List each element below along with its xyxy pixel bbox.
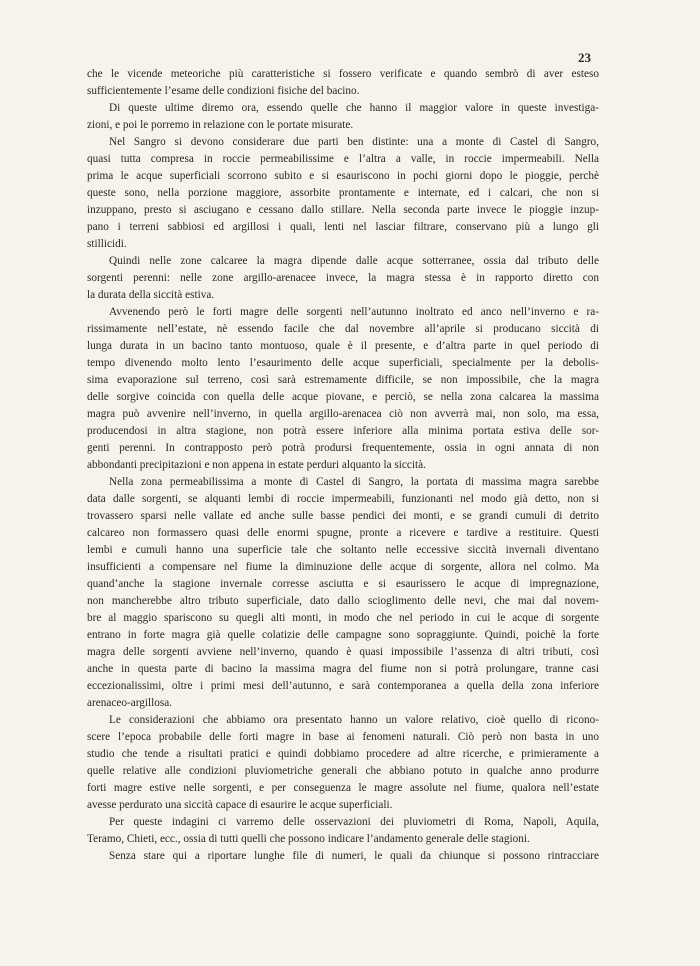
text-line: quelle relative alle condizioni pluviometriche generali che abbiano potuto in qualche anno produrre (87, 765, 599, 777)
text-line: Nella zona permeabilissima a monte di Castel di Sangro, la portata di massima magra sarebbe (109, 476, 599, 488)
text-line: producendosi in altra stagione, non potrà essere inferiore alla minima portata estiva delle sor- (87, 425, 599, 437)
text-line: che le vicende meteoriche più caratteristiche si fossero verificate e quando sembrò di aver esteso (87, 68, 599, 80)
text-line: lembi e cumuli hanno una superficie tale che soltanto nelle eccessive siccità invernali diventano (87, 544, 599, 556)
paragraph (87, 134, 599, 253)
text-line: Le considerazioni che abbiamo ora presentato hanno un valore relativo, cioè quello di ricono- (109, 714, 599, 726)
text-line: anche in questa parte di bacino la massima magra del fiume non si potrà prolungare, tranne casi (87, 663, 599, 675)
paragraph (87, 253, 599, 304)
text-line: insufficienti a compensare nel fiume la diminuzione delle acque di sorgente, allora nel colmo. Ma (87, 561, 599, 573)
paragraph (87, 474, 599, 712)
text-line: Avvenendo però le forti magre delle sorgenti nell’autunno inoltrato ed anco nell’inverno e ra- (109, 306, 599, 318)
text-line: Quindi nelle zone calcaree la magra dipende dalle acque sotterranee, ossia dal tributo delle (109, 255, 599, 267)
text-line: quand’anche la stagione invernale corresse asciutta e si esaurissero le acque di impregnazione, (87, 578, 599, 590)
text-line: queste sono, nella porzione maggiore, assorbite prontamente e internate, ed i calcari, che non si (87, 187, 599, 199)
text-line: calcareo non formassero quasi delle enormi spugne, pronte a ricevere e tardive a restituire. Questi (87, 527, 599, 539)
text-line: inzuppano, presto si asciugano e cessano dallo stillare. Nella seconda parte invece le pioggie inzup- (87, 204, 599, 216)
paragraph (87, 100, 599, 134)
text-line: eccezionalissimi, oltre i primi mesi dell’autunno, e sarà contemporanea a quella della zona inferiore (87, 680, 599, 692)
text-line: lunga durata in un bacino tanto montuoso, quale è il presente, e d’altra parte in quel periodo di (87, 340, 599, 352)
text-line: data dalle sorgenti, se alquanti lembi di roccie impermeabili, funzionanti nel modo già detto, non si (87, 493, 599, 505)
text-line: zioni, e poi le porremo in relazione con le portate misurate. (87, 119, 354, 131)
paragraph (87, 712, 599, 814)
text-line: forti magre estive nelle sorgenti, e per conseguenza le magre assolute nel fiume, qualora nell’estate (87, 782, 599, 794)
text-line: magra può avvenire nell’inverno, in quella argillo-arenacea ciò non avverrà mai, non solo, ma essa, (87, 408, 599, 420)
text-line: delle sorgive coincida con quella delle acque piovane, e perciò, se nella zona calcarea la massima (87, 391, 599, 403)
text-line: Di queste ultime diremo ora, essendo quelle che hanno il maggior valore in queste investiga- (109, 102, 599, 114)
text-line: Senza stare qui a riportare lunghe file di numeri, le quali da chiunque si possono rintracciare (109, 850, 599, 862)
paragraph (87, 304, 599, 474)
text-line: entrano in forte magra già quelle colatizie delle campagne sono sopraggiunte. Quindi, poichè la forte (87, 629, 599, 641)
text-line: Teramo, Chieti, ecc., ossia di tutti quelli che possono indicare l’andamento generale delle stagioni. (87, 833, 530, 845)
paragraph (87, 848, 599, 865)
text-line: Per queste indagini ci varremo delle osservazioni dei pluviometri di Roma, Napoli, Aquila, (109, 816, 599, 828)
text-line: Nel Sangro si devono considerare due parti ben distinte: una a monte di Castel di Sangro, (109, 136, 599, 148)
text-line: arenaceo-argillosa. (87, 697, 173, 709)
text-line: avesse perdurato una siccità capace di esaurire le acque superficiali. (87, 799, 393, 811)
body-text (87, 66, 599, 865)
text-line: sima evaporazione sul terreno, così sarà estremamente difficile, se non impossibile, che la magra (87, 374, 599, 386)
page-number: 23 (578, 50, 591, 65)
paragraph (87, 66, 599, 100)
text-line: sufficientemente l’esame delle condizioni fisiche del bacino. (87, 85, 360, 97)
text-line: non mancherebbe altro tributo superficiale, dato dallo scioglimento delle nevi, che mai dal novem- (87, 595, 599, 607)
text-line: tempo divenendo molto lento l’esaurimento delle acque superficiali, specialmente per la debolis- (87, 357, 599, 369)
text-line: pano i terreni sabbiosi ed argillosi i quali, lenti nel lasciar filtrare, conservano più a lungo gli (87, 221, 599, 233)
text-line: genti perenni. In contrapposto però potrà prodursi frequentemente, ossia in ogni annata di non (87, 442, 599, 454)
text-line: stillicidi. (87, 238, 127, 250)
text-line: scere l’epoca probabile delle forti magre in base ai fenomeni naturali. Ciò però non basta in uno (87, 731, 599, 743)
text-line: prima le acque superficiali scorrono subito e si esauriscono in pochi giorni dopo le pioggie, perchè (87, 170, 599, 182)
paragraph (87, 814, 599, 848)
text-line: la durata della siccità estiva. (87, 289, 215, 301)
text-line: trovassero sparsi nelle vallate ed anche sulle basse pendici dei monti, e se grandi cumuli di detrito (87, 510, 599, 522)
text-line: sorgenti perenni: nelle zone argillo-arenacee invece, la magra stessa è in rapporto diretto con (87, 272, 599, 284)
text-line: bre al maggio spariscono su quegli alti monti, in modo che nel periodo in cui le acque di sorgente (87, 612, 599, 624)
text-line: abbondanti precipitazioni e non appena in estate perduri alquanto la siccità. (87, 459, 426, 471)
text-line: magra delle sorgenti avviene nell’inverno, quando è quasi impossibile l’assenza di altri tributi, così (87, 646, 599, 658)
text-line: quasi tutta compresa in roccie permeabilissime e l’altra a valle, in roccie impermeabili. Nella (87, 153, 599, 165)
text-line: studio che tende a risultati pratici e quindi dobbiamo procedere ad altre ricerche, e primieramente a (87, 748, 599, 760)
text-line: rissimamente nell’estate, nè essendo facile che dal novembre all’aprile si producano siccità di (87, 323, 599, 335)
